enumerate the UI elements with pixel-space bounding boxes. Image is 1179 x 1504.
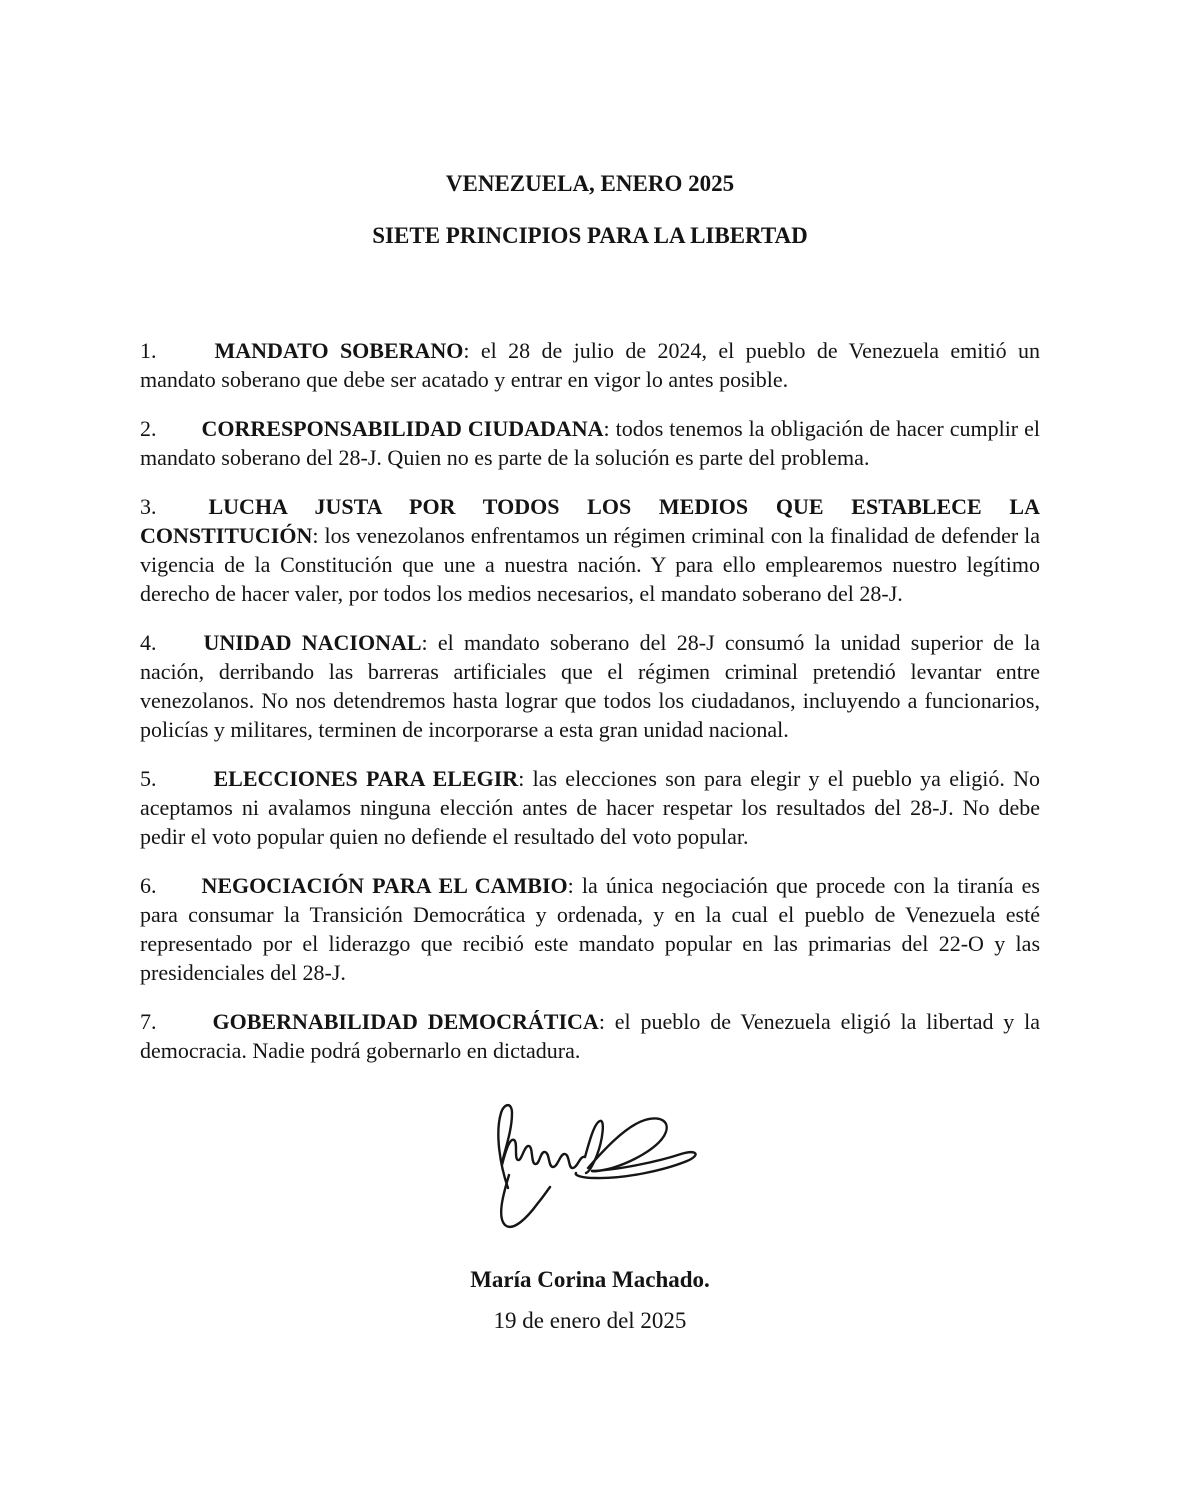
principle-number: 2. xyxy=(140,416,157,441)
tab-spacer xyxy=(157,1028,213,1029)
tab-spacer xyxy=(157,892,202,893)
tab-spacer xyxy=(157,649,204,650)
principle-1 xyxy=(140,336,1040,394)
principle-heading: LUCHA JUSTA POR TODOS LOS MEDIOS QUE ESTABLECE LA CONSTITUCIÓN xyxy=(140,494,1040,548)
handwritten-signature-image xyxy=(475,1093,705,1235)
principle-number: 3. xyxy=(140,494,157,519)
principles-list xyxy=(140,336,1040,1065)
signer-name: María Corina Machado. xyxy=(470,1267,710,1292)
tab-spacer xyxy=(157,513,209,514)
principle-6 xyxy=(140,871,1040,987)
doc-title: SIETE PRINCIPIOS PARA LA LIBERTAD xyxy=(372,223,808,248)
principle-number: 6. xyxy=(140,873,157,898)
principle-heading: MANDATO SOBERANO xyxy=(214,338,464,363)
principle-heading: UNIDAD NACIONAL xyxy=(203,630,422,655)
principle-2 xyxy=(140,414,1040,472)
principle-number: 7. xyxy=(140,1009,157,1034)
principle-5 xyxy=(140,764,1040,851)
signature-block xyxy=(140,1093,1040,1235)
principle-4 xyxy=(140,628,1040,744)
principle-body: : todos tenemos la obligación de hacer cumplir el mandato soberano del 28-J. Quien no es parte de la solución es parte del problema. xyxy=(140,416,1040,470)
principle-body: : el mandato soberano del 28-J consumó la unidad superior de la nación, derribando las barreras artificiales que el régimen criminal pretendió levantar entre venezolanos. No nos detendremos hasta lograr que todos los ciudadanos, incluyendo a funcionarios, policías y militares, terminen de incorporarse a esta gran unidad nacional. xyxy=(140,630,1040,742)
doc-location-line: VENEZUELA, ENERO 2025 xyxy=(445,171,735,196)
tab-spacer xyxy=(157,357,215,358)
principle-7 xyxy=(140,1007,1040,1065)
principle-body: : las elecciones son para elegir y el pueblo ya eligió. No aceptamos ni avalamos ninguna elección antes de hacer respetar los resultados del 28-J. No debe pedir el voto popular quien no defiende el resultado del voto popular. xyxy=(140,766,1040,849)
principle-number: 4. xyxy=(140,630,157,655)
principle-body: : la única negociación que procede con la tiranía es para consumar la Transición Democrática y ordenada, y en la cual el pueblo de Venezuela esté representado por el liderazgo que recibió este mandato popular en las primarias del 22-O y las presidenciales del 28-J. xyxy=(140,873,1040,985)
tab-spacer xyxy=(157,435,202,436)
principle-heading: NEGOCIACIÓN PARA EL CAMBIO xyxy=(201,873,568,898)
signature-date: 19 de enero del 2025 xyxy=(493,1308,687,1333)
principle-heading: CORRESPONSABILIDAD CIUDADANA xyxy=(201,416,604,441)
principle-number: 5. xyxy=(140,766,157,791)
principle-body: : los venezolanos enfrentamos un régimen criminal con la finalidad de defender la vigencia de la Constitución que une a nuestra nación. Y para ello emplearemos nuestro legítimo derecho de hacer valer, por todos los medios necesarios, el mandato soberano del 28-J. xyxy=(140,523,1040,606)
principle-heading: GOBERNABILIDAD DEMOCRÁTICA xyxy=(212,1009,599,1034)
principle-body: : el 28 de julio de 2024, el pueblo de Venezuela emitió un mandato soberano que debe ser acatado y entrar en vigor lo antes posible. xyxy=(140,338,1040,392)
principle-number: 1. xyxy=(140,338,157,363)
principle-3 xyxy=(140,492,1040,608)
principle-body: : el pueblo de Venezuela eligió la libertad y la democracia. Nadie podrá gobernarlo en dictadura. xyxy=(140,1009,1041,1063)
principle-heading: ELECCIONES PARA ELEGIR xyxy=(213,766,519,791)
tab-spacer xyxy=(157,785,214,786)
